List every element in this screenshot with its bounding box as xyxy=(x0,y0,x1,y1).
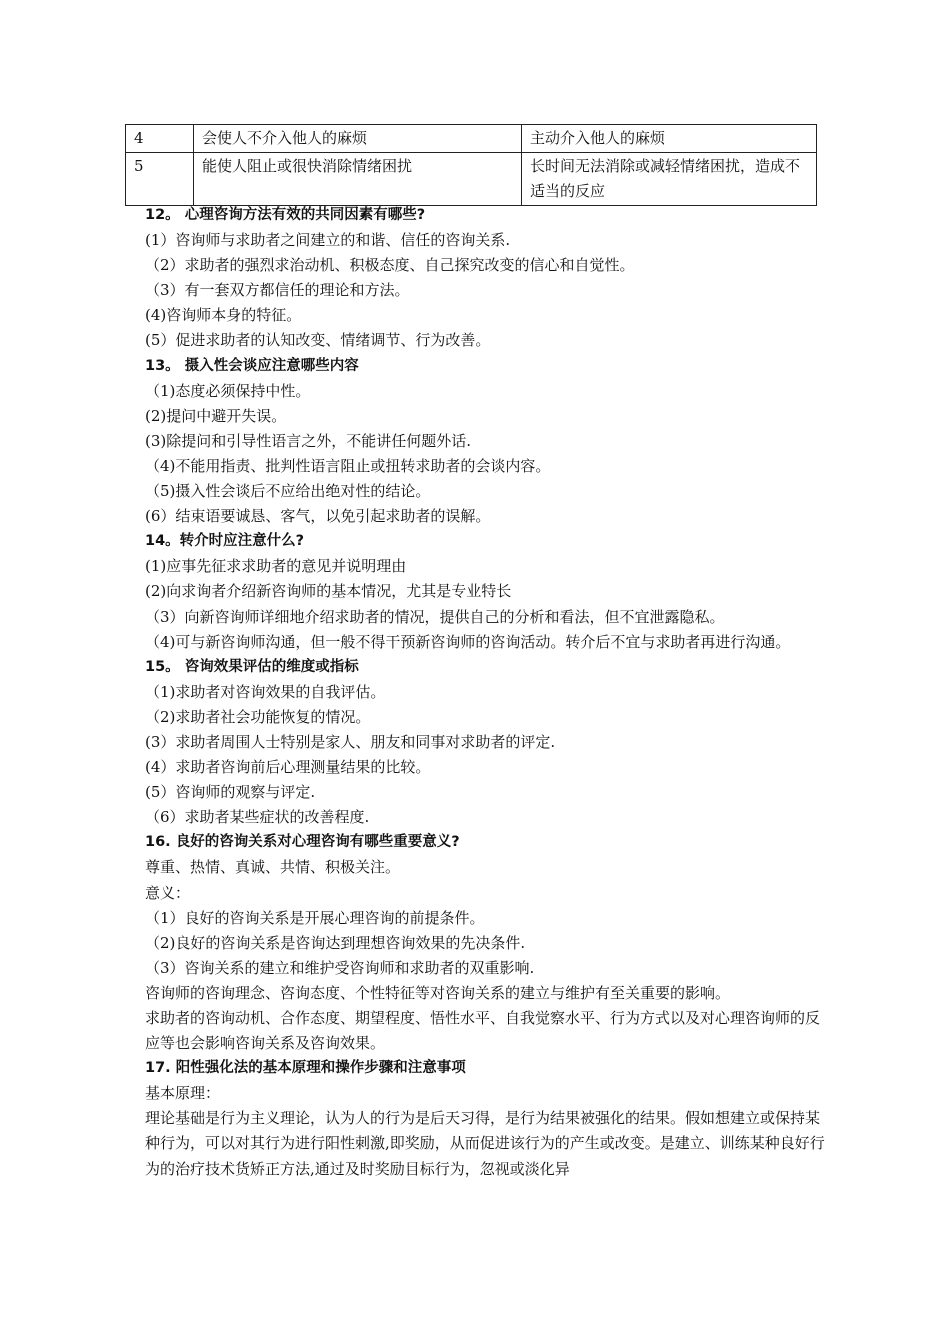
paragraph-line: （1)态度必须保持中性。 xyxy=(145,381,311,400)
section-heading: 12。 心理咨询方法有效的共同因素有哪些? xyxy=(145,207,426,223)
section-heading: 14。转介时应注意什么? xyxy=(145,533,305,550)
paragraph-line: （5)摄入性会谈后不应给出绝对性的结论。 xyxy=(145,482,431,501)
comparison-table xyxy=(125,124,817,206)
paragraph-line: （4)不能用指责、批判性语言阻止或扭转求助者的会谈内容。 xyxy=(145,456,551,475)
paragraph-line: （3）咨询关系的建立和维护受咨询师和求助者的双重影响. xyxy=(145,958,535,977)
paragraph-line: 尊重、热情、真诚、共情、积极关注。 xyxy=(145,858,401,877)
paragraph-line: (1）咨询师与求助者之间建立的和谐、信任的咨询关系. xyxy=(145,231,511,250)
table-row xyxy=(126,153,817,206)
paragraph-line: (4）求助者咨询前后心理测量结果的比较。 xyxy=(145,758,431,777)
section-heading: 16. 良好的咨询关系对心理咨询有哪些重要意义? xyxy=(145,834,460,851)
paragraph-line: (1)应事先征求求助者的意见并说明理由 xyxy=(145,557,407,576)
row-number: 4 xyxy=(126,125,194,153)
paragraph-line: (4)咨询师本身的特征。 xyxy=(145,306,302,325)
paragraph-line: (5）促进求助者的认知改变、情绪调节、行为改善。 xyxy=(145,331,491,350)
paragraph-line: （6）求助者某些症状的改善程度. xyxy=(145,808,370,827)
paragraph-line: (2)向求询者介绍新咨询师的基本情况，尤其是专业特长 xyxy=(145,582,512,601)
paragraph-line: （2）求助者的强烈求治动机、积极态度、自己探究改变的信心和自觉性。 xyxy=(145,256,635,275)
paragraph-line: （3）向新咨询师详细地介绍求助者的情况，提供自己的分析和看法，但不宜泄露隐私。 xyxy=(145,607,725,626)
section-heading: 15。 咨询效果评估的维度或指标 xyxy=(145,658,359,675)
paragraph-line: 咨询师的咨询理念、咨询态度、个性特征等对咨询关系的建立与维护有至关重要的影响。 xyxy=(145,983,731,1002)
paragraph-line: （1)求助者对咨询效果的自我评估。 xyxy=(145,682,386,701)
row-left-cell: 会使人不介入他人的麻烦 xyxy=(194,125,522,153)
paragraph-line: (3）求助者周围人士特别是家人、朋友和同事对求助者的评定. xyxy=(145,732,556,751)
section-heading: 17. 阳性强化法的基本原理和操作步骤和注意事项 xyxy=(145,1060,466,1077)
document-body xyxy=(145,203,825,1182)
paragraph-line: （3）有一套双方都信任的理论和方法。 xyxy=(145,281,410,300)
paragraph-line: （2)求助者社会功能恢复的情况。 xyxy=(145,707,371,726)
paragraph-line: (2)提问中避开失误。 xyxy=(145,406,287,425)
paragraph-line: （4)可与新咨询师沟通，但一般不得干预新咨询师的咨询活动。转介后不宜与求助者再进行沟通。 xyxy=(145,632,791,651)
row-number: 5 xyxy=(126,153,194,206)
paragraph-line: (5）咨询师的观察与评定. xyxy=(145,783,316,802)
section-heading: 13。 摄入性会谈应注意哪些内容 xyxy=(145,357,359,374)
paragraph-line: （1）良好的咨询关系是开展心理咨询的前提条件。 xyxy=(145,908,485,927)
table-row xyxy=(126,125,817,153)
paragraph-line: 基本原理： xyxy=(145,1084,221,1103)
paragraph-line: 理论基础是行为主义理论，认为人的行为是后天习得，是行为结果被强化的结果。假如想建立或保持某种行为，可以对其行为进行阳性刺激,即奖励，从而促进该行为的产生或改变。是建立、训练某种良好行为的治疗技术货矫正方法,通过及时奖励目标行为，忽视或淡化异 xyxy=(145,1109,825,1178)
paragraph-line: 求助者的咨询动机、合作态度、期望程度、悟性水平、自我觉察水平、行为方式以及对心理咨询师的反应等也会影响咨询关系及咨询效果。 xyxy=(145,1009,821,1053)
paragraph-line: (3)除提问和引导性语言之外，不能讲任何题外话. xyxy=(145,431,472,450)
paragraph-line: (6）结束语要诚恳、客气，以免引起求助者的误解。 xyxy=(145,507,491,526)
row-right-cell: 长时间无法消除或减轻情绪困扰，造成不适当的反应 xyxy=(522,153,817,206)
paragraph-line: （2)良好的咨询关系是咨询达到理想咨询效果的先决条件. xyxy=(145,933,526,952)
paragraph-line: 意义： xyxy=(145,883,191,902)
row-left-cell: 能使人阻止或很快消除情绪困扰 xyxy=(194,153,522,206)
row-right-cell: 主动介入他人的麻烦 xyxy=(522,125,817,153)
